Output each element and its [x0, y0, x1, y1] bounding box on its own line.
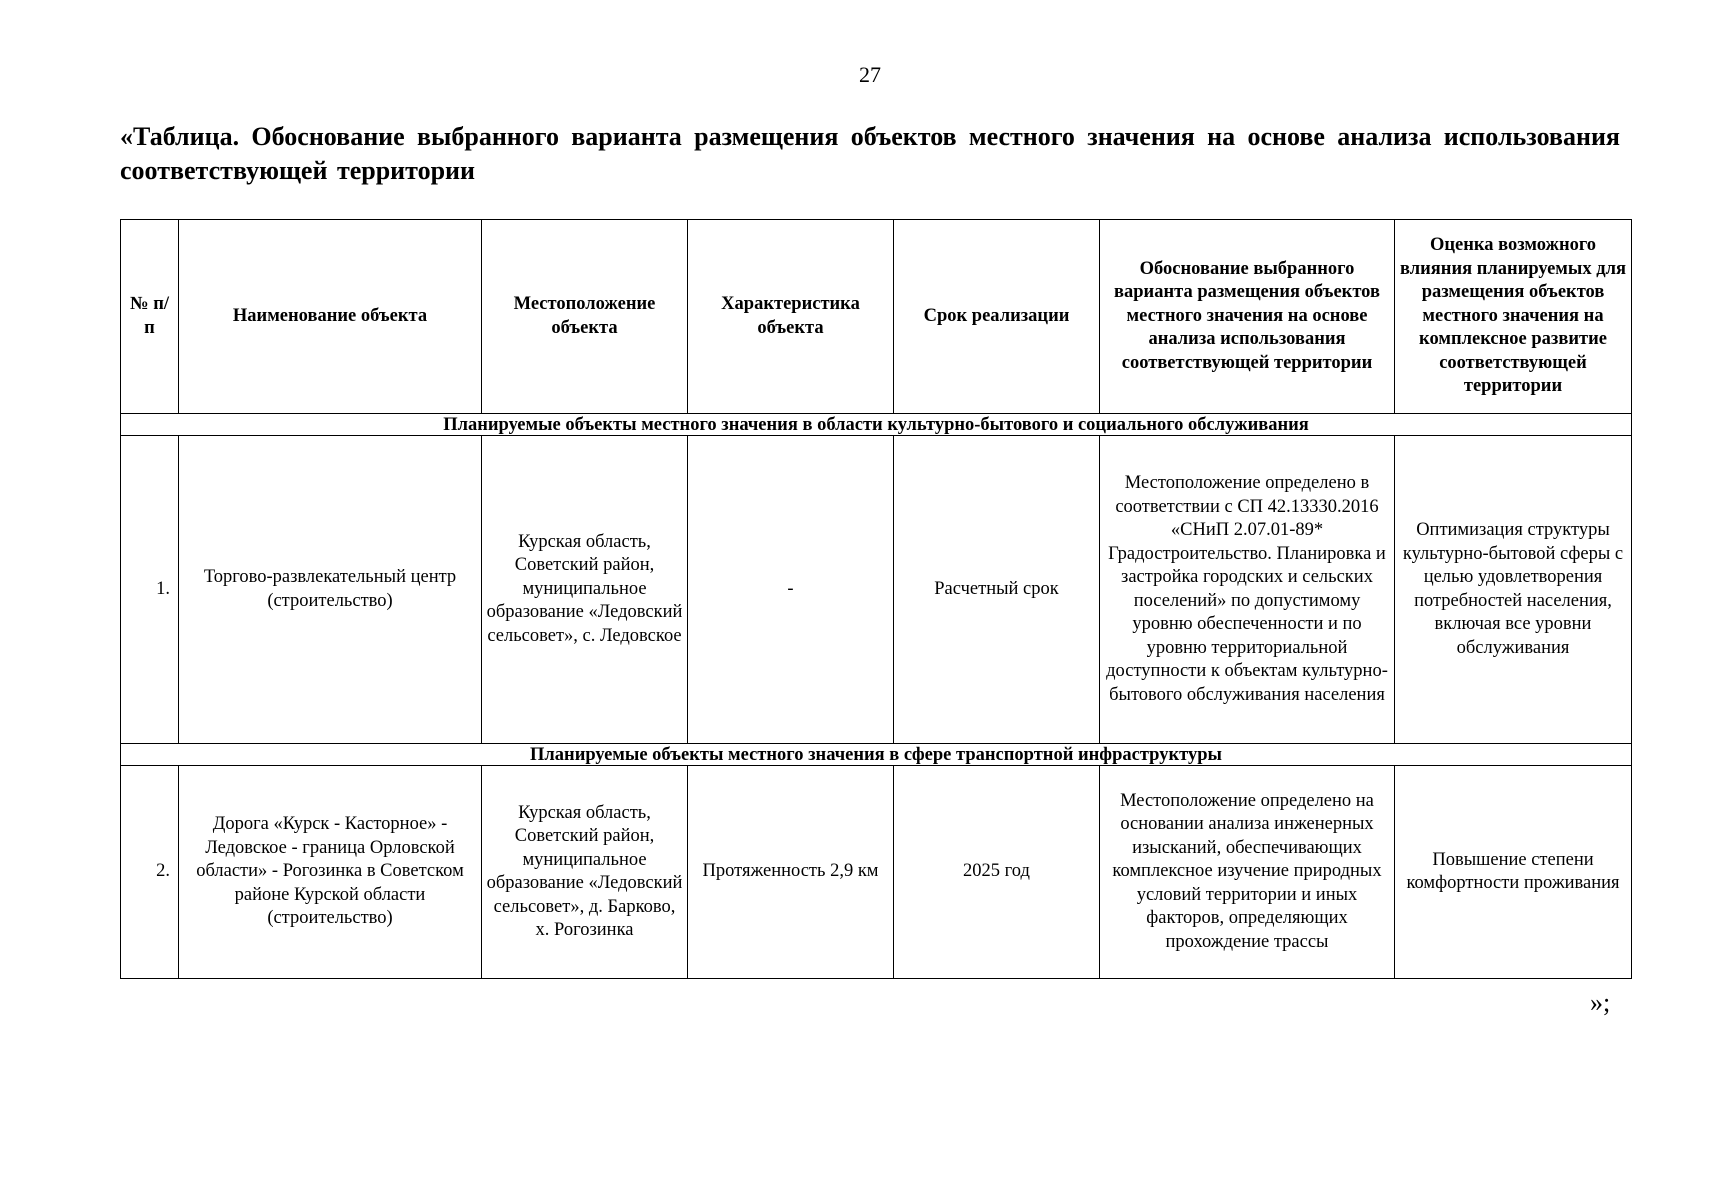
- implementation-term: Расчетный срок: [894, 436, 1100, 744]
- header-term: Срок реализации: [894, 220, 1100, 414]
- placement-justification: Местоположение определено на основании анализа инженерных изысканий, обеспечивающих комплексное изучение природных условий территории и иных факторов, определяющих прохождение трассы: [1100, 766, 1395, 979]
- section-title: Планируемые объекты местного значения в области культурно-бытового и социального обслуживания: [121, 414, 1632, 436]
- impact-assessment: Оптимизация структуры культурно-бытовой сферы с целью удовлетворения потребностей населения, включая все уровни обслуживания: [1395, 436, 1632, 744]
- object-location: Курская область, Советский район, муниципальное образование «Ледовский сельсовет», д. Барково, х. Рогозинка: [482, 766, 688, 979]
- header-object-name: Наименование объекта: [179, 220, 482, 414]
- justification-table: [120, 219, 1632, 979]
- header-characteristic: Характеристика объекта: [688, 220, 894, 414]
- header-justification: Обоснование выбранного варианта размещения объектов местного значения на основе анализа использования соответствующей территории: [1100, 220, 1395, 414]
- row-number: 1.: [121, 436, 179, 744]
- table-row: [121, 436, 1632, 744]
- object-name: Дорога «Курск - Касторное» - Ледовское - граница Орловской области» - Рогозинка в Советском районе Курской области (строительство): [179, 766, 482, 979]
- header-location: Местоположение объекта: [482, 220, 688, 414]
- page-number: 27: [859, 62, 881, 87]
- header-number: № п/п: [121, 220, 179, 414]
- implementation-term: 2025 год: [894, 766, 1100, 979]
- table-header-row: [121, 220, 1632, 414]
- object-characteristic: Протяженность 2,9 км: [688, 766, 894, 979]
- impact-assessment: Повышение степени комфортности проживания: [1395, 766, 1632, 979]
- section-title: Планируемые объекты местного значения в сфере транспортной инфраструктуры: [121, 744, 1632, 766]
- row-number: 2.: [121, 766, 179, 979]
- object-characteristic: -: [688, 436, 894, 744]
- object-location: Курская область, Советский район, муниципальное образование «Ледовский сельсовет», с. Ледовское: [482, 436, 688, 744]
- table-row: [121, 766, 1632, 979]
- section-row-social: [121, 414, 1632, 436]
- closing-quote-mark: »;: [1590, 988, 1611, 1017]
- section-row-transport: [121, 744, 1632, 766]
- object-name: Торгово-развлекательный центр (строительство): [179, 436, 482, 744]
- table-title: «Таблица. Обоснование выбранного варианта размещения объектов местного значения на основе анализа использования соответствующей территории: [120, 122, 1620, 185]
- header-impact: Оценка возможного влияния планируемых для размещения объектов местного значения на комплексное развитие соответствующей территории: [1395, 220, 1632, 414]
- placement-justification: Местоположение определено в соответствии с СП 42.13330.2016 «СНиП 2.07.01-89* Градостроительство. Планировка и застройка городских и сельских поселений» по допустимому уровню обеспеченности и по уровню территориальной доступности к объектам культурно-бытового обслуживания населения: [1100, 436, 1395, 744]
